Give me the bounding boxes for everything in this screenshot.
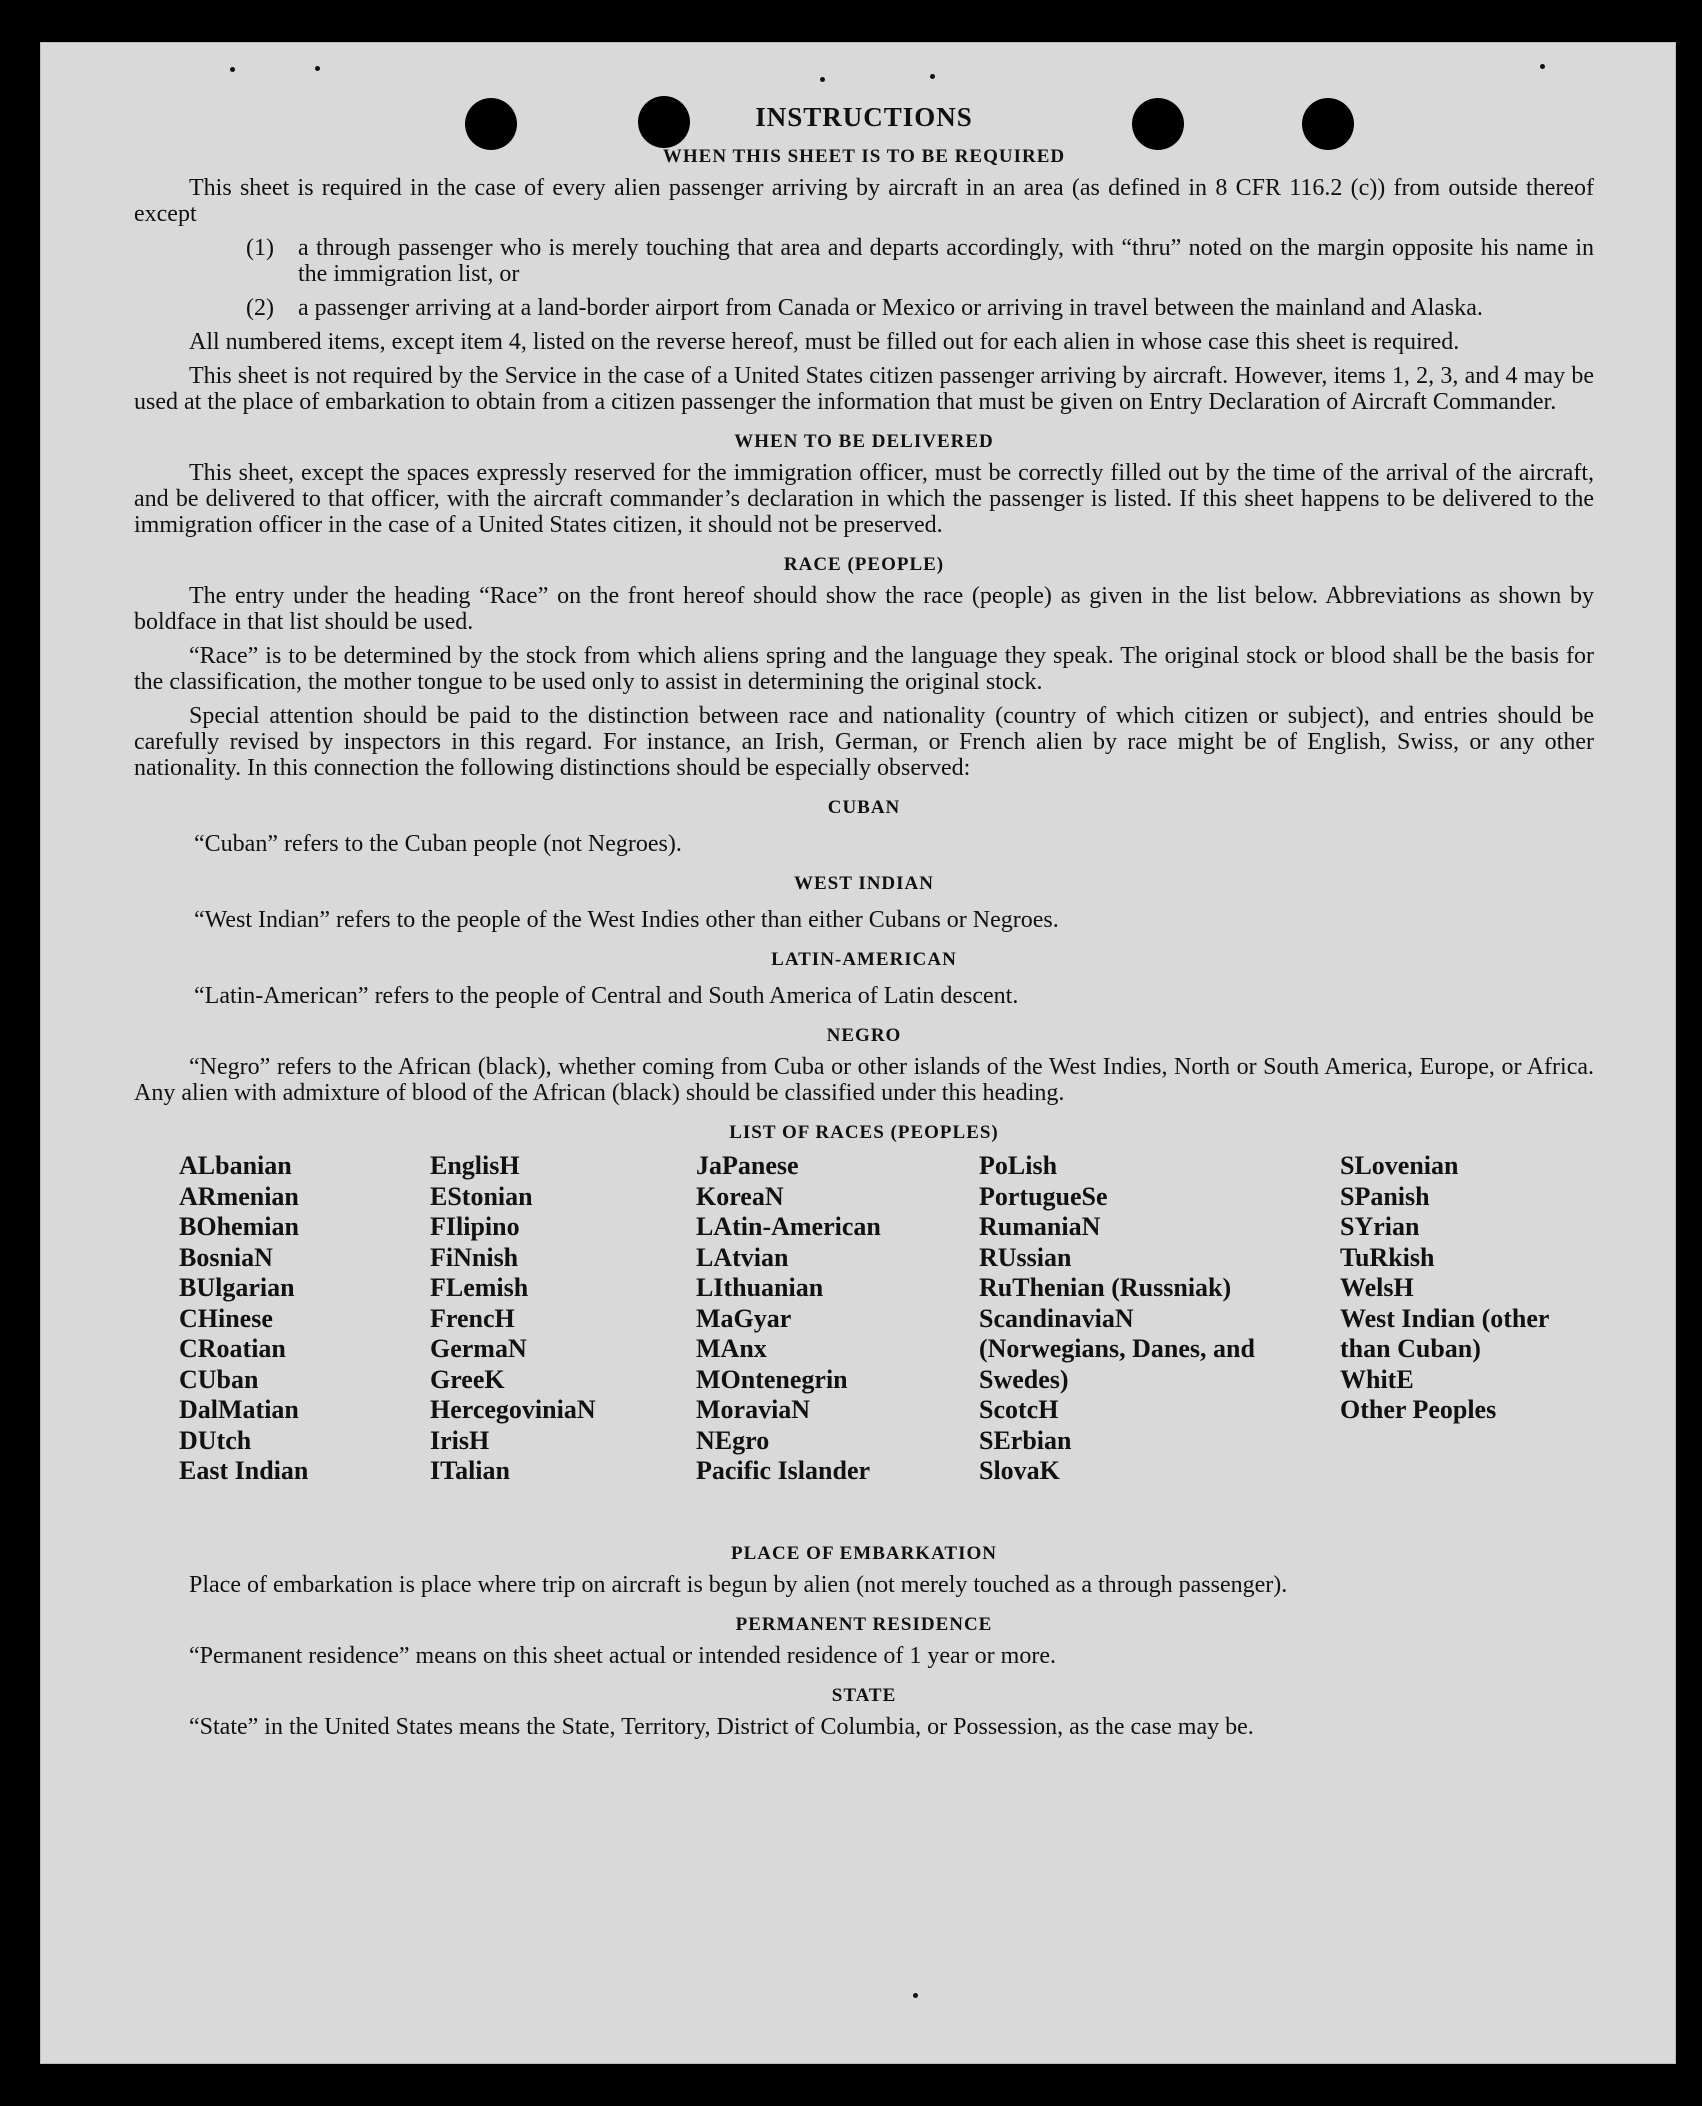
race-list <box>134 1151 1594 1527</box>
race-entry: WelsH <box>1340 1273 1414 1302</box>
race-entry: BOhemian <box>179 1212 299 1241</box>
paragraph: This sheet is required in the case of every alien passenger arriving by aircraft in an area (as defined in 8 CFR 116.2 (c)) from outside thereof except <box>134 175 1594 227</box>
section-heading: CUBAN <box>827 797 901 818</box>
race-entry: Pacific Islander <box>696 1456 871 1485</box>
paragraph: This sheet is not required by the Service in the case of a United States citizen passenger arriving by aircraft. However, items 1, 2, 3, and 4 may be used at the place of embarkation to obtain from a citizen passenger the information that must be given on Entry Declaration of Aircraft Commander. <box>134 363 1594 415</box>
race-entry: SPanish <box>1340 1181 1430 1211</box>
race-column <box>979 1151 1279 1487</box>
race-entry: IrisH <box>430 1425 490 1455</box>
race-entry: SErbian <box>979 1425 1072 1455</box>
race-entry: GermaN <box>430 1334 527 1363</box>
paragraph: “Permanent residence” means on this sheet actual or intended residence of 1 year or more. <box>189 1643 1056 1669</box>
race-entry: FIlipino <box>430 1212 520 1241</box>
race-entry: BosniaN <box>179 1242 273 1272</box>
section-heading: WHEN THIS SHEET IS TO BE REQUIRED <box>662 146 1066 167</box>
race-entry: GreeK <box>430 1364 505 1394</box>
race-column <box>1340 1151 1600 1426</box>
section-heading: NEGRO <box>826 1025 902 1046</box>
section-latin-american <box>134 947 1594 1009</box>
document-content <box>134 104 1594 1748</box>
item-number: (1) <box>246 235 274 261</box>
section-heading: WHEN TO BE DELIVERED <box>734 431 994 452</box>
race-entry: BUlgarian <box>179 1273 295 1302</box>
race-entry: West Indian (other than Cuban) <box>1340 1303 1549 1363</box>
section-state <box>134 1683 1594 1740</box>
race-entry: LAtin-American <box>696 1212 881 1241</box>
race-entry: LAtvian <box>696 1242 789 1272</box>
race-column <box>696 1151 966 1487</box>
section-heading: PLACE OF EMBARKATION <box>731 1543 997 1564</box>
race-entry: ScotcH <box>979 1395 1059 1424</box>
section-when-required <box>134 144 1594 415</box>
race-entry: RUssian <box>979 1242 1072 1272</box>
section-when-delivered <box>134 429 1594 538</box>
speck <box>820 77 825 82</box>
race-entry: EnglisH <box>430 1151 520 1180</box>
speck <box>315 66 320 71</box>
definition: “Latin-American” refers to the people of Central and South America of Latin descent. <box>194 983 1019 1009</box>
item-number: (2) <box>246 295 274 321</box>
race-entry: ScandinaviaN (Norwegians, Danes, and Swedes) <box>979 1303 1255 1394</box>
race-entry: Other Peoples <box>1340 1395 1497 1424</box>
race-entry: RuThenian (Russniak) <box>979 1273 1232 1302</box>
paragraph: “Race” is to be determined by the stock from which aliens spring and the language they speak. The original stock or blood shall be the basis for the classification, the mother tongue to be used only to assist in determining the original stock. <box>134 643 1594 695</box>
race-entry: NEgro <box>696 1425 770 1455</box>
race-entry: RumaniaN <box>979 1212 1101 1241</box>
race-entry: MoraviaN <box>696 1395 811 1424</box>
section-permanent-residence <box>134 1612 1594 1669</box>
paragraph: “State” in the United States means the State, Territory, District of Columbia, or Possession, as the case may be. <box>189 1714 1254 1740</box>
race-entry: SYrian <box>1340 1212 1420 1241</box>
race-entry: CHinese <box>179 1303 273 1333</box>
section-heading: PERMANENT RESIDENCE <box>735 1614 993 1635</box>
race-column <box>430 1151 685 1487</box>
race-entry: FLemish <box>430 1273 529 1302</box>
race-entry: LIthuanian <box>696 1273 824 1302</box>
race-entry: CRoatian <box>179 1334 286 1363</box>
race-entry: MOntenegrin <box>696 1364 848 1394</box>
race-entry: FrencH <box>430 1303 515 1333</box>
speck <box>1540 64 1545 69</box>
section-list-of-races <box>134 1120 1594 1527</box>
race-entry: SlovaK <box>979 1456 1060 1485</box>
race-entry: PortugueSe <box>979 1181 1108 1211</box>
definition: “Cuban” refers to the Cuban people (not Negroes). <box>194 831 682 857</box>
speck <box>230 67 235 72</box>
exception-item <box>246 235 1594 287</box>
page-title: INSTRUCTIONS <box>755 102 973 132</box>
race-entry: East Indian <box>179 1456 309 1485</box>
instruction-sheet <box>40 42 1676 2064</box>
race-entry: WhitE <box>1340 1364 1414 1394</box>
section-negro <box>134 1023 1594 1106</box>
paragraph: Place of embarkation is place where trip on aircraft is begun by alien (not merely touched as a through passenger). <box>189 1572 1288 1598</box>
section-race <box>134 552 1594 781</box>
race-entry: CUban <box>179 1364 259 1394</box>
section-cuban <box>134 795 1594 857</box>
race-entry: HercegoviniaN <box>430 1395 596 1424</box>
exception-item <box>246 295 1594 321</box>
race-entry: KoreaN <box>696 1181 784 1211</box>
race-entry: TuRkish <box>1340 1242 1435 1272</box>
section-heading: STATE <box>831 1685 897 1706</box>
section-heading: LIST OF RACES (PEOPLES) <box>729 1122 999 1143</box>
race-entry: PoLish <box>979 1151 1058 1180</box>
section-west-indian <box>134 871 1594 933</box>
race-entry: EStonian <box>430 1181 533 1211</box>
race-entry: FiNnish <box>430 1242 519 1272</box>
speck <box>913 1993 918 1998</box>
section-heading: RACE (PEOPLE) <box>783 554 945 575</box>
race-entry: MAnx <box>696 1334 767 1363</box>
race-entry: JaPanese <box>696 1151 799 1180</box>
paragraph: The entry under the heading “Race” on the front hereof should show the race (people) as given in the list below. Abbreviations as shown by boldface in that list should be used. <box>134 583 1594 635</box>
item-text: a passenger arriving at a land-border airport from Canada or Mexico or arriving in travel between the mainland and Alaska. <box>298 295 1483 321</box>
paragraph: This sheet, except the spaces expressly reserved for the immigration officer, must be correctly filled out by the time of the arrival of the aircraft, and be delivered to that officer, with the aircraft commander’s declaration in which the passenger is listed. If this sheet happens to be delivered to the immigration officer in the case of a United States citizen, it should not be preserved. <box>134 460 1594 538</box>
paragraph: “Negro” refers to the African (black), whether coming from Cuba or other islands of the West Indies, North or South America, Europe, or Africa. Any alien with admixture of blood of the African (black) should be classified under this heading. <box>134 1054 1594 1106</box>
race-entry: ARmenian <box>179 1181 299 1211</box>
speck <box>930 74 935 79</box>
section-heading: WEST INDIAN <box>794 873 934 894</box>
item-text: a through passenger who is merely touching that area and departs accordingly, with “thru” noted on the margin opposite his name in the immigration list, or <box>298 235 1594 287</box>
race-entry: ITalian <box>430 1456 510 1485</box>
race-column <box>179 1151 414 1487</box>
section-heading: LATIN-AMERICAN <box>771 949 957 970</box>
paragraph: All numbered items, except item 4, listed on the reverse hereof, must be filled out for each alien in whose case this sheet is required. <box>189 329 1460 355</box>
race-entry: DUtch <box>179 1425 252 1455</box>
race-entry: ALbanian <box>179 1151 292 1180</box>
definition: “West Indian” refers to the people of the West Indies other than either Cubans or Negroes. <box>194 907 1059 933</box>
race-entry: SLovenian <box>1340 1151 1459 1180</box>
section-place-of-embarkation <box>134 1541 1594 1598</box>
race-entry: DalMatian <box>179 1395 299 1424</box>
paragraph: Special attention should be paid to the distinction between race and nationality (country of which citizen or subject), and entries should be carefully revised by inspectors in this regard. For instance, an Irish, German, or French alien by race might be of English, Swiss, or any other nationality. In this connection the following distinctions should be especially observed: <box>134 703 1594 781</box>
race-entry: MaGyar <box>696 1303 792 1333</box>
